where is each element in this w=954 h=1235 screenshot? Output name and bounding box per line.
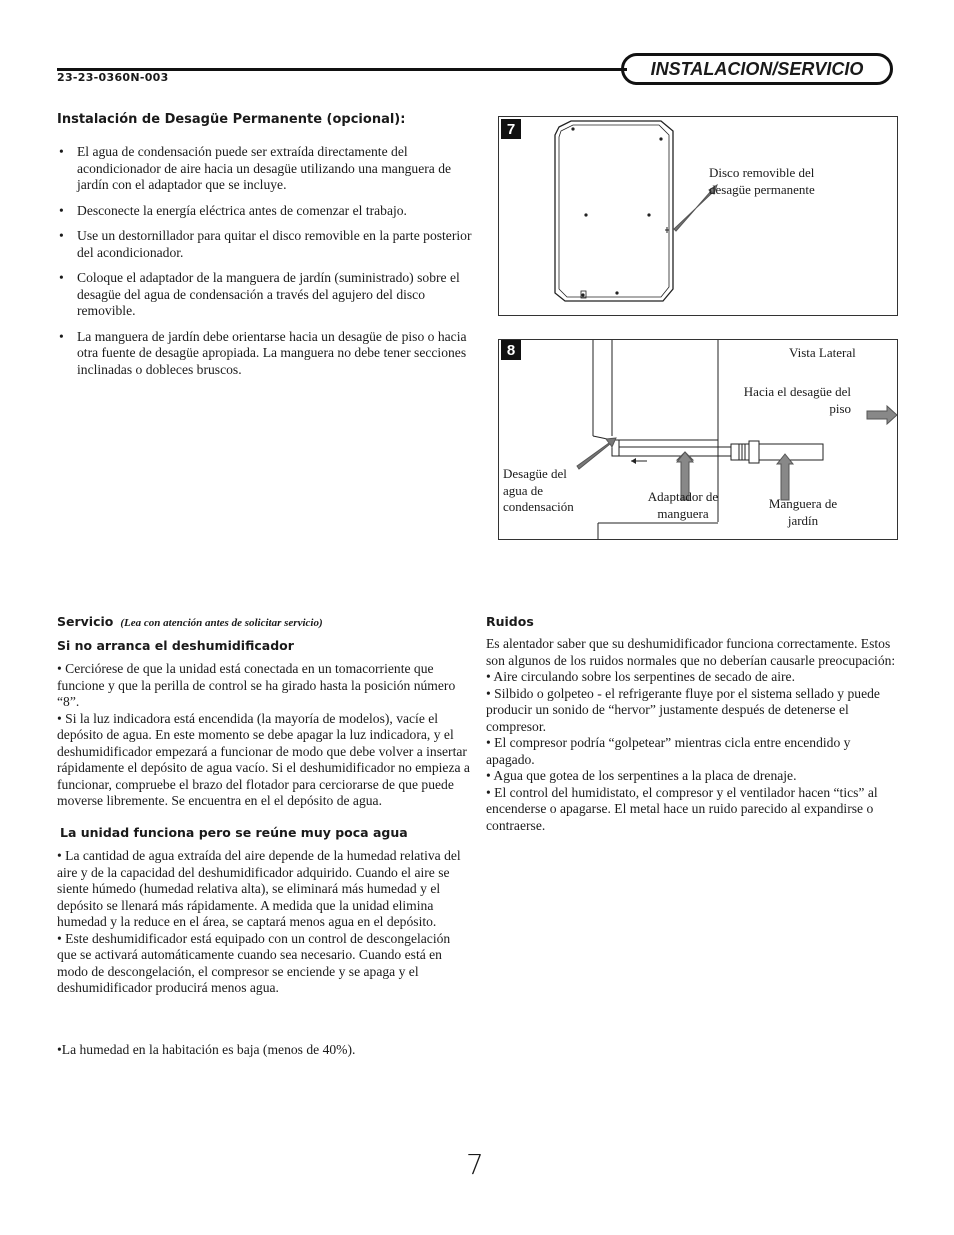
section-title: INSTALACION/SERVICIO: [650, 58, 864, 79]
figure-7-drawing: [499, 117, 897, 315]
install-list: [57, 144, 477, 378]
little-water-heading: La unidad funciona pero se reúne muy poca agua: [60, 825, 408, 840]
figure-7-number: 7: [501, 119, 521, 139]
hose-adapter: [619, 447, 731, 456]
install-bullet: • Coloque el adaptador de la manguera de jardín (suministrado) sobre el desagüe del agua de condensación a través del agujero del disco removible.: [57, 270, 477, 320]
no-start-paragraph: • Si la luz indicadora está encendida (la mayoría de modelos), vacíe el depósito de agua. En este momento se debe apagar la luz indicadora, y el deshumidificador empezará a funcionar de modo que debe volver a insertar rápidamente el depósito de agua vacío. Si el deshumidificador no empieza a funcionar, compruebe el brazo del flotador para cerciorarse de que puede moverse libremente. Se encuentra en el el depósito de agua.: [57, 710, 470, 808]
garden-hose: [759, 444, 823, 460]
noises-section: [486, 636, 898, 834]
install-list-container: [57, 144, 477, 387]
figure-7: [498, 116, 898, 316]
noise-item: • El compresor podría “golpetear” mientras cicla entre encendido y apagado.: [486, 735, 851, 767]
figure-7-label: Disco removible del desagüe permanente: [709, 165, 815, 197]
figure-8: [498, 339, 898, 540]
little-water-paragraph: • La cantidad de agua extraída del aire depende de la humedad relativa del aire y de la capacidad del deshumidificador adquirido. Cuando el aire se siente húmedo (humedad relativa alta), se eliminará más humedad y el depósito se llenará más rápidamente. A medida que la unidad elimina humedad y la reduce en el área, se captará menos agua en el depósito.: [57, 848, 461, 929]
no-start-heading: Si no arranca el deshumidificador: [57, 638, 294, 653]
unit-back-panel-outline: [555, 121, 673, 301]
service-note: (Lea con atención antes de solicitar servicio): [120, 617, 323, 629]
install-bullet: • Use un destornillador para quitar el disco removible en la parte posterior del acondicionador.: [57, 228, 477, 261]
floor-drain-label: Hacia el desagüe del piso: [743, 384, 851, 416]
hose-label: Manguera de jardín: [768, 496, 838, 528]
install-bullet: • La manguera de jardín debe orientarse hacia un desagüe de piso o hacia otra fuente de desagüe apropiada. La manguera no debe tener secciones inclinadas o dobleces bruscos.: [57, 329, 477, 379]
install-bullet: • El agua de condensación puede ser extraída directamente del acondicionador de aire hacia un desagüe utilizando una manguera de jardín con el adaptador que se incluye.: [57, 144, 477, 194]
unit-base: [598, 523, 718, 539]
noises-heading: Ruidos: [486, 614, 534, 629]
condensate-label: Desagüe del agua de condensación: [503, 466, 574, 514]
little-water-paragraph: • Este deshumidificador está equipado con un control de descongelación que se activará automáticamente cuando sea necesario. Cuando está en modo de descongelación, el compresor se enciende y se apaga y el deshumidificador producirá menos agua.: [57, 930, 451, 995]
service-title-line: [57, 613, 477, 631]
no-start-paragraph: • Cerciórese de que la unidad está conectada en un tomacorriente que funcione y que la perilla de control se ha girado hasta la posición número “8”.: [57, 661, 456, 709]
little-water-section: [57, 848, 471, 997]
service-title: Servicio: [57, 614, 114, 629]
no-start-section: [57, 661, 471, 810]
screw-dots: [571, 127, 662, 296]
low-humidity-note: •La humedad en la habitación es baja (menos de 40%).: [57, 1042, 356, 1057]
install-heading: Instalación de Desagüe Permanente (opcional):: [57, 112, 406, 127]
side-view-label: Vista Lateral: [789, 345, 856, 360]
figure-8-number: 8: [501, 340, 521, 360]
document-number: 23-23-0360N-003: [57, 71, 169, 84]
noise-item: • Aire circulando sobre los serpentines de secado de aire.: [486, 669, 795, 684]
section-title-badge: [621, 53, 893, 85]
hose-arrow: [777, 454, 793, 500]
condensate-arrow: [577, 438, 616, 469]
noise-item: • Agua que gotea de los serpentines a la placa de drenaje.: [486, 768, 797, 783]
adapter-label: Adaptador de manguera: [647, 489, 719, 521]
page-number: 7: [466, 1148, 484, 1181]
noise-item: • Silbido o golpeteo - el refrigerante fluye por el sistema sellado y puede producir un sonido de “hervor” justamente después de detenerse el compresor.: [486, 685, 880, 734]
noises-intro: Es alentador saber que su deshumidificador funciona correctamente. Estos son algunos de los ruidos normales que no deberían causarle preocupación:: [486, 636, 896, 668]
floor-drain-arrow: [867, 406, 897, 424]
install-bullet: • Desconecte la energía eléctrica antes de comenzar el trabajo.: [57, 203, 477, 220]
noise-item: • El control del humidistato, el compresor y el ventilador hacen “tics” al encenderse o apagarse. El metal hace un ruido parecido al expandirse o contraerse.: [486, 784, 878, 833]
